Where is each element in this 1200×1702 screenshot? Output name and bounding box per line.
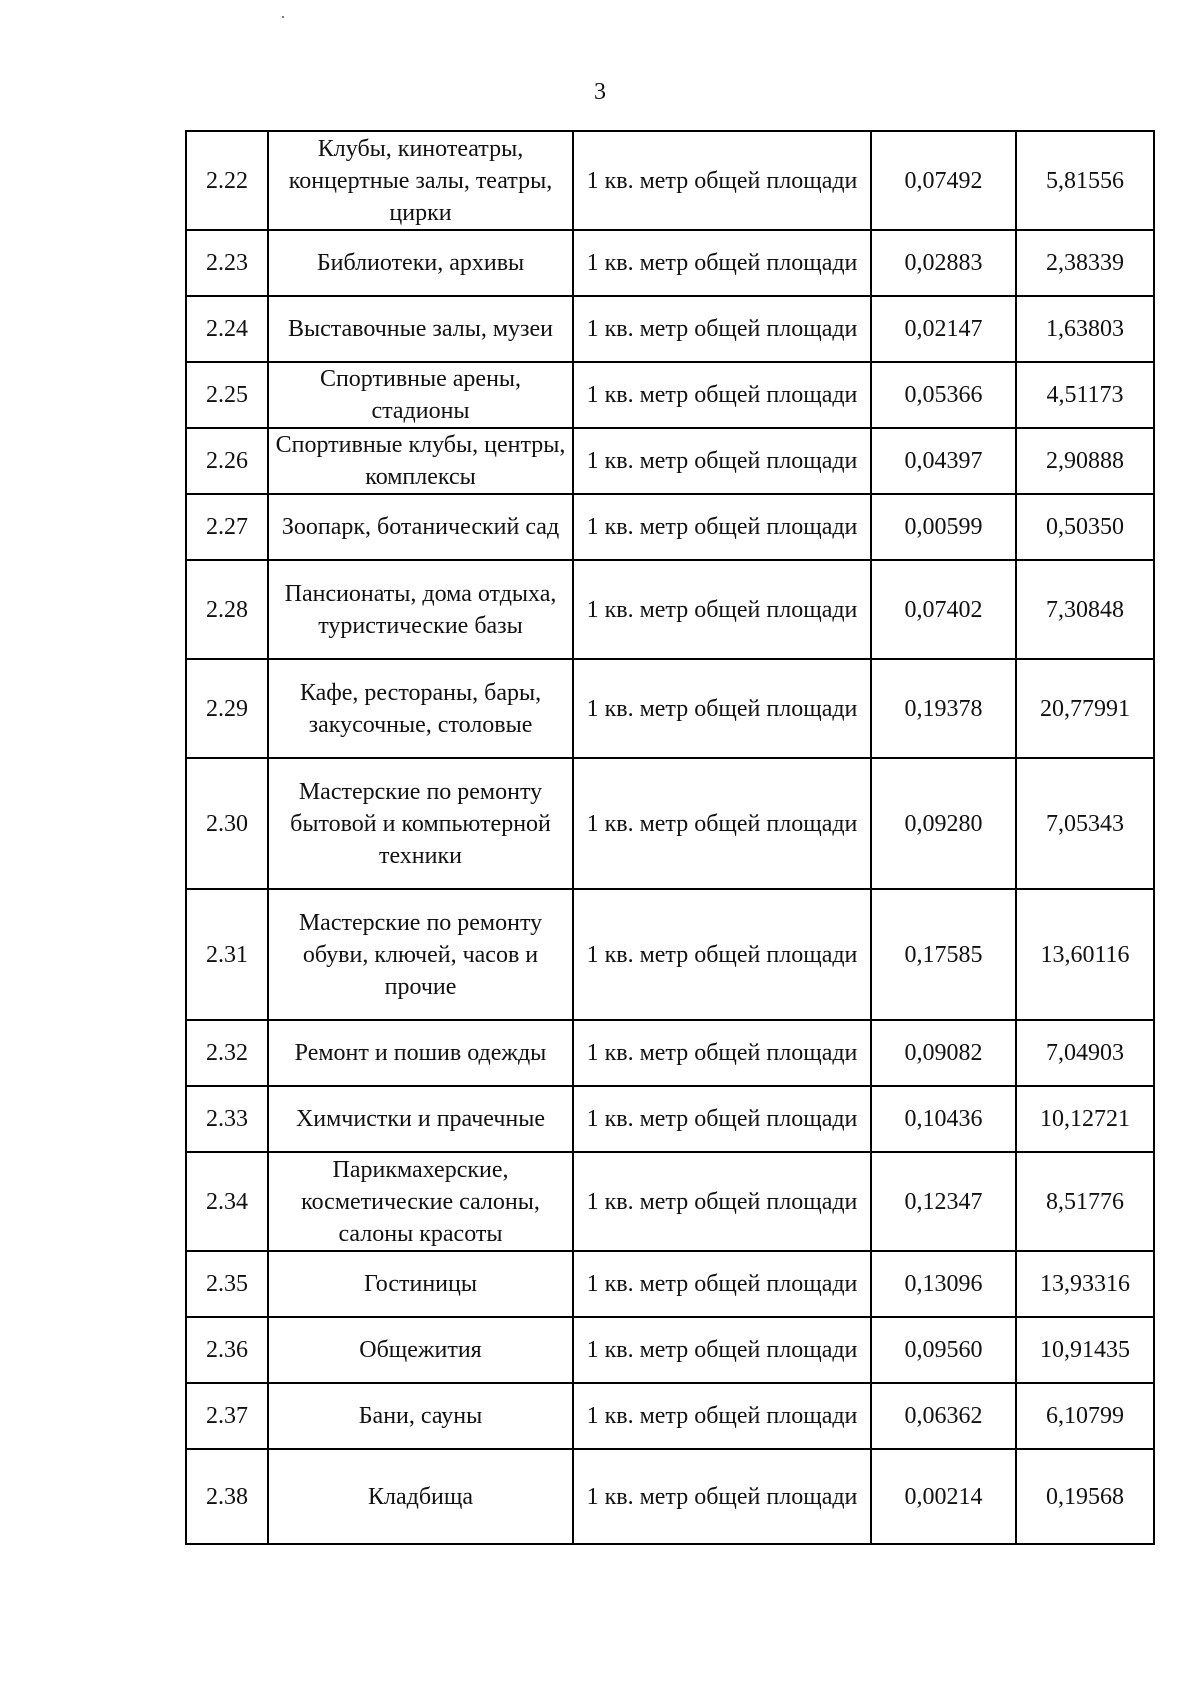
row-number: 2.30 (186, 758, 268, 889)
table-row (186, 428, 1154, 494)
table-row (186, 1449, 1154, 1544)
object-category: Библиотеки, архивы (268, 230, 573, 296)
row-number: 2.28 (186, 560, 268, 659)
value-2: 0,19568 (1016, 1449, 1154, 1544)
value-1: 0,09082 (871, 1020, 1016, 1086)
value-2: 20,77991 (1016, 659, 1154, 758)
object-category: Выставочные залы, музеи (268, 296, 573, 362)
value-2: 7,30848 (1016, 560, 1154, 659)
value-1: 0,02883 (871, 230, 1016, 296)
object-category: Химчистки и прачечные (268, 1086, 573, 1152)
row-number: 2.36 (186, 1317, 268, 1383)
value-1: 0,00599 (871, 494, 1016, 560)
object-category: Мастерские по ремонту обуви, ключей, часов и прочие (268, 889, 573, 1020)
object-category: Парикмахерские, косметические салоны, салоны красоты (268, 1152, 573, 1251)
value-2: 0,50350 (1016, 494, 1154, 560)
object-category: Кафе, рестораны, бары, закусочные, столовые (268, 659, 573, 758)
calculation-unit: 1 кв. метр общей площади (573, 659, 871, 758)
table-row (186, 1317, 1154, 1383)
value-2: 10,12721 (1016, 1086, 1154, 1152)
calculation-unit: 1 кв. метр общей площади (573, 494, 871, 560)
object-category: Бани, сауны (268, 1383, 573, 1449)
calculation-unit: 1 кв. метр общей площади (573, 1317, 871, 1383)
row-number: 2.33 (186, 1086, 268, 1152)
calculation-unit: 1 кв. метр общей площади (573, 362, 871, 428)
row-number: 2.27 (186, 494, 268, 560)
table-row (186, 1020, 1154, 1086)
row-number: 2.37 (186, 1383, 268, 1449)
value-2: 4,51173 (1016, 362, 1154, 428)
calculation-unit: 1 кв. метр общей площади (573, 428, 871, 494)
table-row (186, 296, 1154, 362)
object-category: Гостиницы (268, 1251, 573, 1317)
object-category: Ремонт и пошив одежды (268, 1020, 573, 1086)
row-number: 2.23 (186, 230, 268, 296)
value-1: 0,00214 (871, 1449, 1016, 1544)
calculation-unit: 1 кв. метр общей площади (573, 1086, 871, 1152)
value-2: 13,93316 (1016, 1251, 1154, 1317)
calculation-unit: 1 кв. метр общей площади (573, 1020, 871, 1086)
row-number: 2.29 (186, 659, 268, 758)
calculation-unit: 1 кв. метр общей площади (573, 1383, 871, 1449)
value-2: 1,63803 (1016, 296, 1154, 362)
table-row (186, 758, 1154, 889)
object-category: Кладбища (268, 1449, 573, 1544)
value-1: 0,04397 (871, 428, 1016, 494)
value-2: 8,51776 (1016, 1152, 1154, 1251)
value-2: 7,04903 (1016, 1020, 1154, 1086)
row-number: 2.35 (186, 1251, 268, 1317)
table-row (186, 131, 1154, 230)
row-number: 2.24 (186, 296, 268, 362)
value-1: 0,10436 (871, 1086, 1016, 1152)
object-category: Общежития (268, 1317, 573, 1383)
row-number: 2.34 (186, 1152, 268, 1251)
calculation-unit: 1 кв. метр общей площади (573, 1449, 871, 1544)
table-row (186, 362, 1154, 428)
value-1: 0,09280 (871, 758, 1016, 889)
object-category: Спортивные арены, стадионы (268, 362, 573, 428)
value-1: 0,02147 (871, 296, 1016, 362)
calculation-unit: 1 кв. метр общей площади (573, 758, 871, 889)
calculation-unit: 1 кв. метр общей площади (573, 560, 871, 659)
calculation-unit: 1 кв. метр общей площади (573, 131, 871, 230)
page-number: 3 (594, 79, 606, 105)
table-row (186, 1086, 1154, 1152)
calculation-unit: 1 кв. метр общей площади (573, 230, 871, 296)
value-2: 13,60116 (1016, 889, 1154, 1020)
value-1: 0,06362 (871, 1383, 1016, 1449)
calculation-unit: 1 кв. метр общей площади (573, 1251, 871, 1317)
object-category: Спортивные клубы, центры, комплексы (268, 428, 573, 494)
calculation-unit: 1 кв. метр общей площади (573, 296, 871, 362)
row-number: 2.32 (186, 1020, 268, 1086)
value-2: 2,38339 (1016, 230, 1154, 296)
object-category: Пансионаты, дома отдыха, туристические базы (268, 560, 573, 659)
value-2: 2,90888 (1016, 428, 1154, 494)
table-row (186, 560, 1154, 659)
table-row (186, 230, 1154, 296)
value-2: 5,81556 (1016, 131, 1154, 230)
value-2: 10,91435 (1016, 1317, 1154, 1383)
value-2: 6,10799 (1016, 1383, 1154, 1449)
row-number: 2.38 (186, 1449, 268, 1544)
object-category: Зоопарк, ботанический сад (268, 494, 573, 560)
table-row (186, 494, 1154, 560)
value-1: 0,09560 (871, 1317, 1016, 1383)
value-1: 0,05366 (871, 362, 1016, 428)
object-category: Мастерские по ремонту бытовой и компьютерной техники (268, 758, 573, 889)
row-number: 2.31 (186, 889, 268, 1020)
value-1: 0,13096 (871, 1251, 1016, 1317)
value-1: 0,12347 (871, 1152, 1016, 1251)
value-2: 7,05343 (1016, 758, 1154, 889)
table-row (186, 889, 1154, 1020)
row-number: 2.22 (186, 131, 268, 230)
calculation-unit: 1 кв. метр общей площади (573, 889, 871, 1020)
value-1: 0,17585 (871, 889, 1016, 1020)
table-row (186, 1251, 1154, 1317)
value-1: 0,19378 (871, 659, 1016, 758)
table-row (186, 659, 1154, 758)
value-1: 0,07402 (871, 560, 1016, 659)
calculation-unit: 1 кв. метр общей площади (573, 1152, 871, 1251)
table-row (186, 1383, 1154, 1449)
value-1: 0,07492 (871, 131, 1016, 230)
row-number: 2.25 (186, 362, 268, 428)
object-category: Клубы, кинотеатры, концертные залы, театры, цирки (268, 131, 573, 230)
tariff-table (185, 130, 1155, 1545)
row-number: 2.26 (186, 428, 268, 494)
table-row (186, 1152, 1154, 1251)
scan-speck (282, 16, 284, 18)
